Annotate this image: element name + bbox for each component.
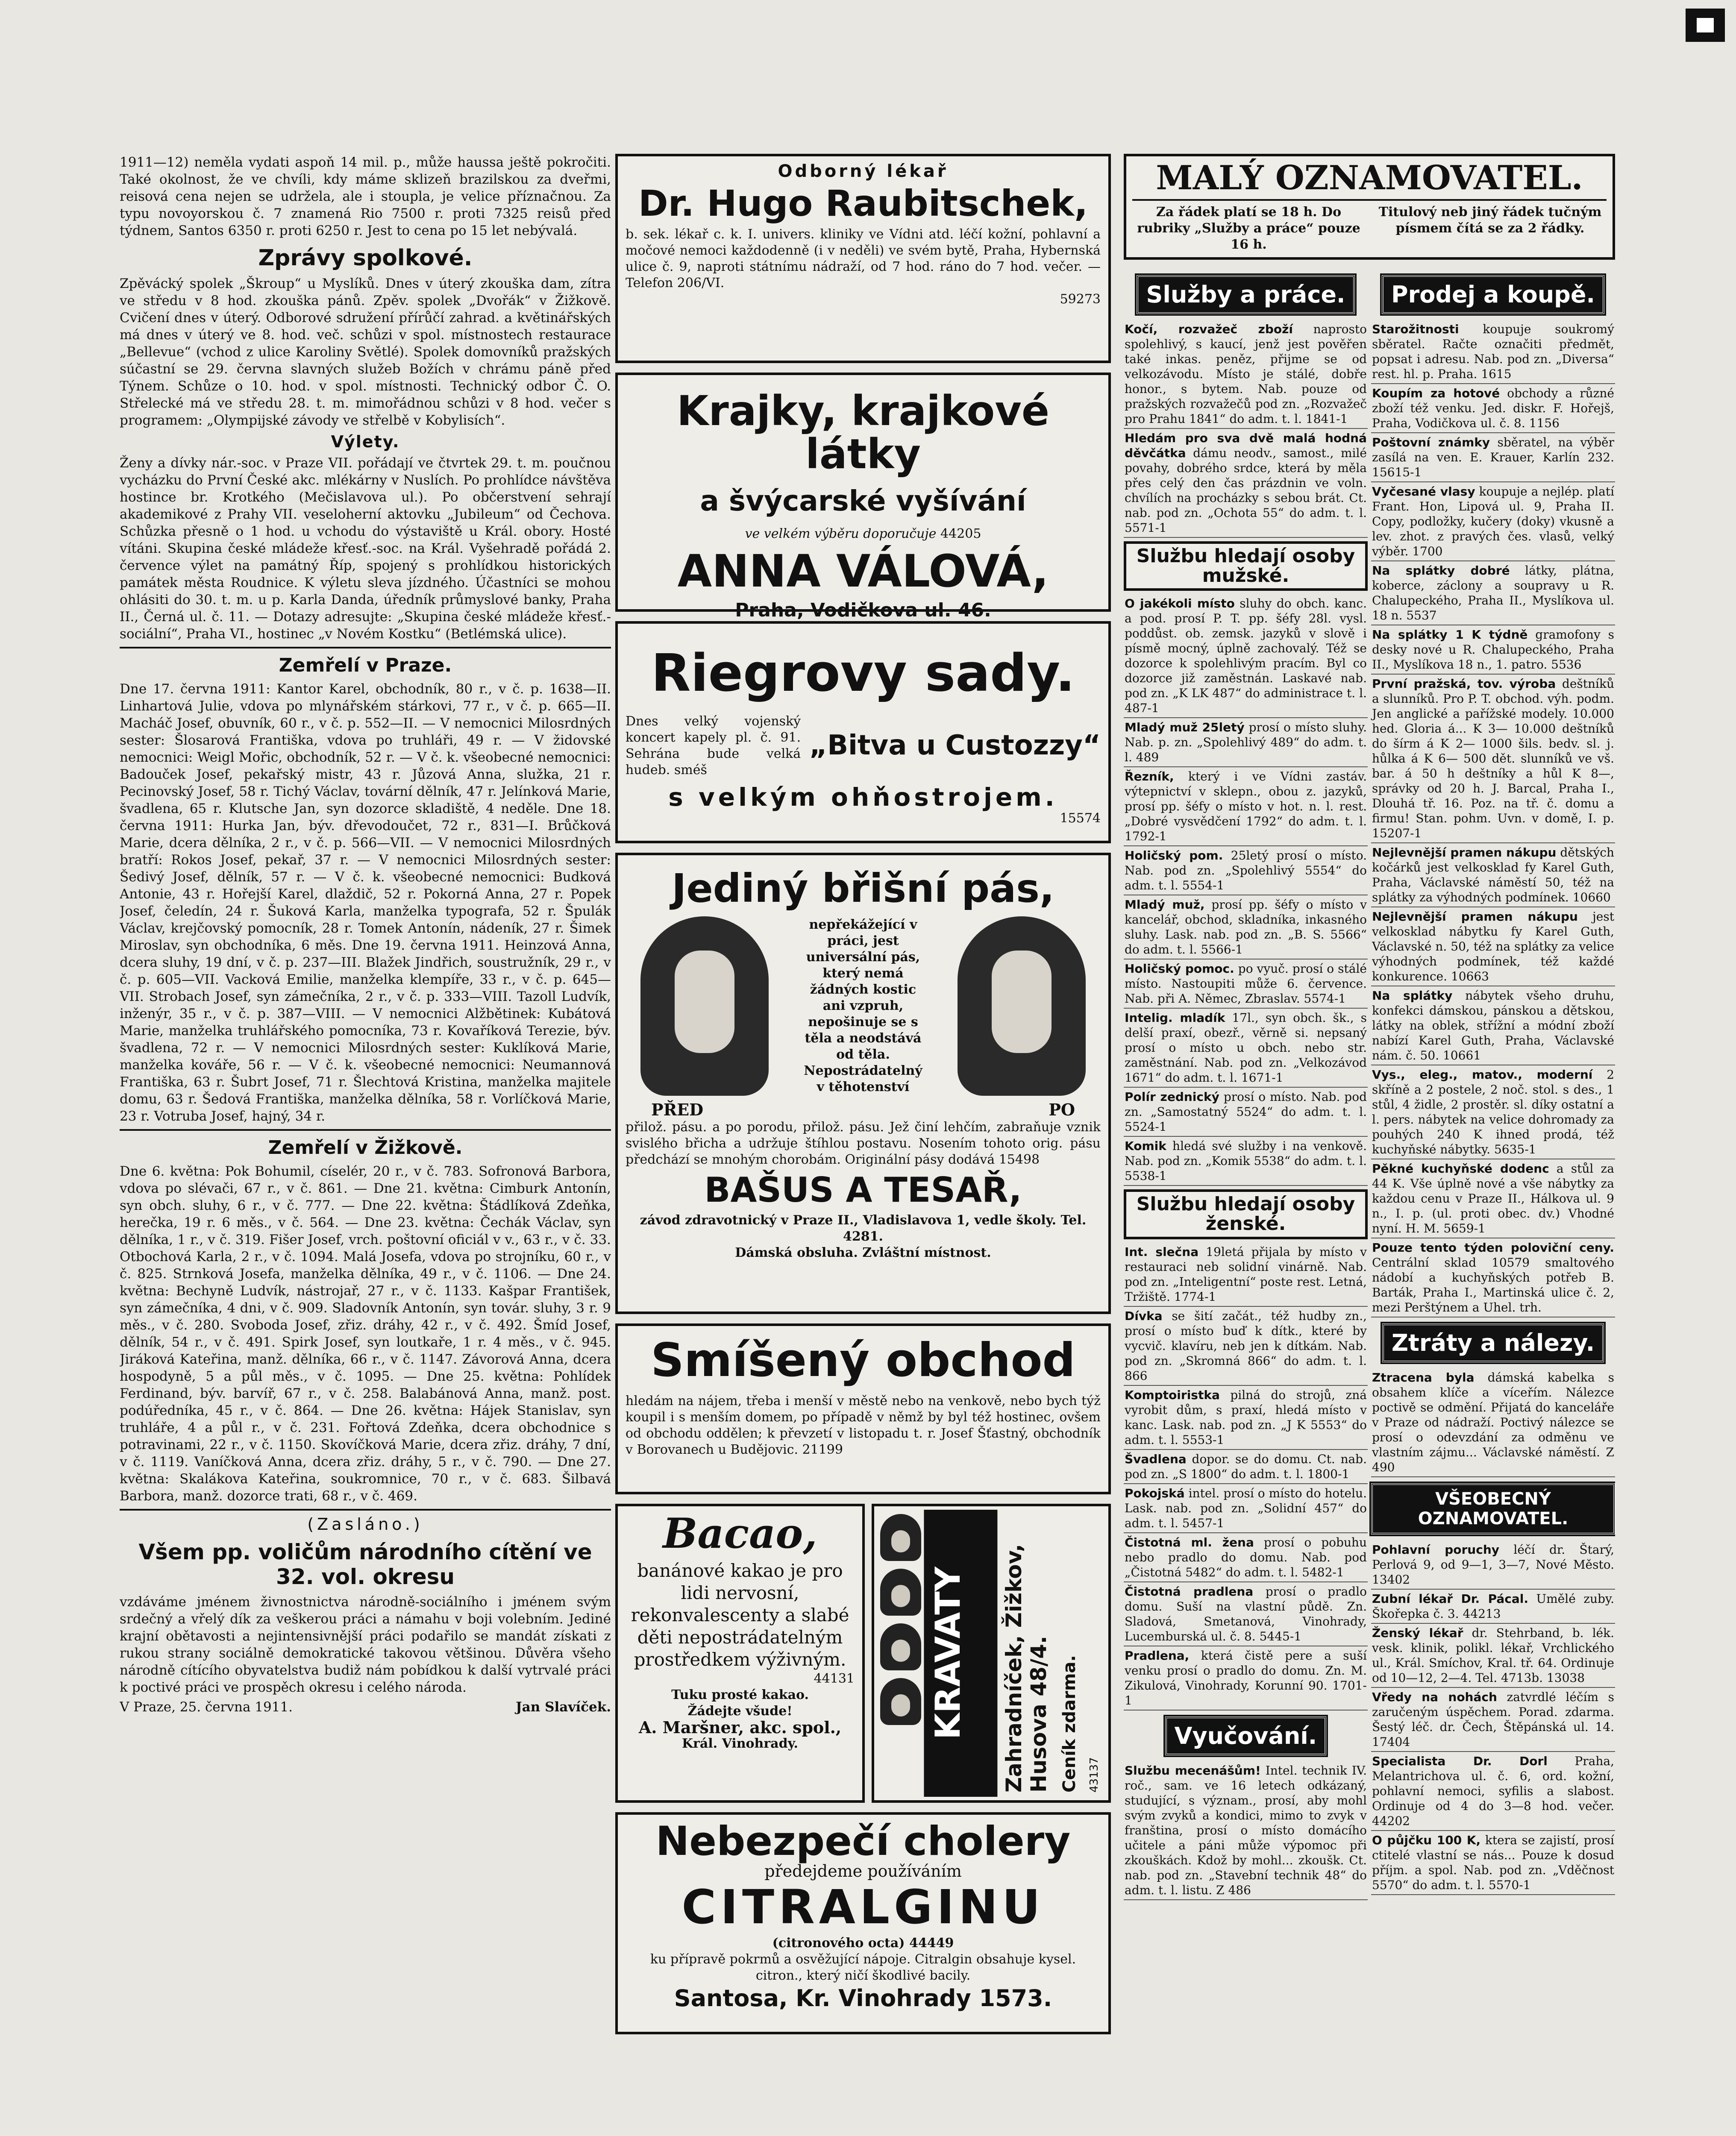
classified-headline: Pěkné kuchyňské dodenc <box>1372 1161 1549 1176</box>
ad-citralgin <box>615 1812 1111 2034</box>
list-sluzby-muzi <box>1124 594 1368 1186</box>
classified-ad <box>1124 1533 1368 1582</box>
classified-text: ktera se zajistí, prosí ctitelé vlastní se nás... Pouze k dosud příjm. a spol. Nab. pod zn. „Vděčnost 5570“ do adm. t. l. 5570-1 <box>1372 1833 1615 1892</box>
ad-pas-after-label: PO <box>1049 1100 1075 1119</box>
rate-info-2: Titulový neb jiný řádek tučným písmem čítá se za 2 řádky. <box>1378 204 1602 236</box>
maly-oznamovatel-header <box>1124 154 1615 260</box>
list-ztraty <box>1371 1368 1615 1477</box>
ad-smiseny-title: Smíšený obchod <box>651 1334 1075 1387</box>
classified-ad <box>1371 625 1615 675</box>
classified-ad <box>1371 1065 1615 1159</box>
list-sluzby-zeny <box>1124 1243 1368 1711</box>
ad-kravaty <box>872 1504 1111 1803</box>
ad-pas-firm: BAŠUS A TESAŘ, <box>704 1170 1022 1210</box>
classified-ad <box>1371 1688 1615 1752</box>
corner-registration-mark <box>1686 9 1725 42</box>
ad-bacao-maker: A. Maršner, akc. spol., <box>638 1717 842 1737</box>
classified-ad <box>1124 1484 1368 1533</box>
ad-riegrovy-text: Dnes velký vojenský koncert kapely pl. č. 91. Sehrána bude velká hudeb. sméš <box>626 714 801 778</box>
spolky-text: Zpěvácký spolek „Škroup“ u Myslíků. Dnes v úterý zkouška dam, zítra ve středu v 8 hod. zkouška pánů. Zpěv. spolek „Dvořák“ v Žižkově. Cvičení dnes v úterý. Odborové sdružení přírůčí zahrad. a květinářských má dnes v úterý ve 8. hod. več. schůzi v spol. místnostech restaurace „Bellevue“ (vchod z ulice Karoliny Světlé). Spolek domovníků pražských súčastní se 29. června slavných služeb Božích v chrámu páně před Týnem. Schůze o 10. hod. v spol. místnosti. Technický odbor Č. O. Střelecké má ve středu 28. t. m. mimořádnou schůzi v 8 hod. večer s programem: „Olympijské závody ve střelbě v Kobylisích“. <box>120 276 611 428</box>
classified-text: léčí dr. Štarý, Perlová 9, od 9—1, 3—7, Nové Město. 13402 <box>1372 1542 1614 1587</box>
ad-valova-number: 44205 <box>940 526 981 541</box>
zemreli-praha-text: Dne 17. června 1911: Kantor Karel, obchodník, 80 r., v č. p. 1638—II. Linhartová Julie, vdova po mlynářském stárkovi, 77 r., v č. p. 665—II. Macháč Josef, obuvník, 60 r., v č. p. 552—II. — V nemocnici Milosrdných sester: Šlosarová Františka, vdova po truhláři, 49 r. — V židovské nemocnici: Weigl Mořic, obchodník, 52 r. — V č. k. všeobecné nemocnici: Badouček Josef, pekařský mistr, 43 r. Jůzová Anna, služka, 21 r. Pecinovský Josef, 58 r. Tichý Václav, tovární dělník, 47 r. Jelínková Marie, švadlena, 65 r. Klutsche Jan, syn dozorce skladiště, 4 neděle. Dne 18. června 1911: Hurka Jan, býv. dřevodoučet, 72 r., 831—I. Brůčková Marie, dcera dělníka, 2 r., v č. p. 566—VII. — V nemocnici Milosrdných bratří: Rokos Josef, pekař, 37 r. — V nemocnici Milosrdných sester: Šedivý Josef, dělník, 57 r. — V č. k. všeobecné nemocnici: Budková Antonie, 43 r. Hořejší Karel, dlaždič, 52 r. Pokorná Anna, 27 r. Popek Josef, čeledín, 24 r. Šuková Karla, manželka typografa, 52 r. Špulák Václav, krejčovský pomocník, 28 r. Tomek Antonín, nádeník, 27 r. Šimek Miroslav, syn obchodníka, 6 měs. Dne 19. června 1911. Heinzová Anna, dcera sluhy, 19 dní, v č. p. 237—III. Blažek Jindřich, soustružník, 29 r., v č. p. 605—VII. Vacková Emilie, manželka klempíře, 33 r., v č. p. 645—VII. Strobach Josef, syn zámečníka, 2 r., v č. p. 333—VIII. Tazoll Ludvík, inženýr, 35 r., v č. p. 387—VIII. — V nemocnici Alžbětinek: Kubátová Marie, manželka truhlářského pomocníka, 73 r. Kovaříková Terezie, býv. švadlena, 72 r. — V nemocnici Milosrdných sester: Kuklíková Marie, manželka kováře, 56 r. — V č. k. všeobecné nemocnici: Neumannová Františka, 63 r. Šubrt Josef, 71 r. Šlechtová Kristina, manželka majitele domu, 63 r. Šedová Františka, manželka dělníka, 58 r. Vorlíčková Marie, 23 r. Votruba Josef, hajný, 34 r. <box>120 681 611 1124</box>
list-sluzby <box>1124 320 1368 538</box>
ad-raubitschek <box>615 154 1111 363</box>
category-vseob-label: VŠEOBECNÝ OZNAMOVATEL. <box>1371 1483 1615 1535</box>
hat-illustrations <box>878 1510 924 1797</box>
ad-bacao-text: banánové kakao je pro lidi nervosní, rekonvalescenty a slabé děti nepostrádatelným prostředkem výživným. <box>631 1560 849 1670</box>
zaslano-label: (Zasláno.) <box>307 1515 423 1534</box>
classified-headline: Ztracena byla <box>1372 1370 1475 1385</box>
classified-ad <box>1124 846 1368 895</box>
ad-raubitschek-name: Dr. Hugo Raubitschek, <box>638 182 1088 224</box>
classified-ad <box>1371 675 1615 843</box>
classified-text: koupuje soukromý sběratel. Račte označiti předmět, popsat i adresu. Nab. pod zn. „Diversa“ rest. hl. p. Praha. 1615 <box>1372 322 1614 381</box>
classified-headline: Int. slečna <box>1125 1244 1199 1259</box>
zaslano-signature-line <box>120 1699 611 1716</box>
classifieds-left-sub <box>1124 269 1368 1900</box>
belt-before-figure <box>640 916 769 1096</box>
category-vyucovani <box>1124 1716 1368 1755</box>
tie-figure-icon <box>880 1514 921 1561</box>
ad-citralgin-brand: CITRALGINU <box>681 1879 1045 1934</box>
ad-pas-illustration <box>626 916 1101 1096</box>
classified-headline: Hledám pro sva dvě malá hodná děvčátka <box>1125 431 1367 460</box>
ad-pas-number: 15498 <box>999 1152 1040 1167</box>
ad-valova-address: Praha, Vodičkova ul. 46. <box>735 599 991 622</box>
classified-text: sběratel, na výběr zasílá na ven. E. Krauer, Karlín 232. 15615-1 <box>1372 435 1614 479</box>
divider <box>120 1129 611 1131</box>
classified-headline: Vředy na nohách <box>1372 1690 1497 1704</box>
classified-headline: Mladý muž, <box>1125 898 1205 912</box>
ad-kravaty-title: KRAVATY <box>924 1510 997 1797</box>
classified-text: intel. prosí o místo do hotelu. Lask. nab. pod zn. „Solidní 457“ do adm. t. l. 5457-1 <box>1125 1486 1367 1530</box>
classified-text: jest velkosklad nábytku fy Karel Guth, Václavské n. 50, též na splátky za velice výhodných podmínek, též každé konkurence. 10663 <box>1372 909 1614 983</box>
ad-smiseny-text <box>626 1393 1101 1458</box>
classified-ad <box>1371 320 1615 384</box>
ad-valova-line <box>626 526 1101 542</box>
classified-headline: Řezník, <box>1125 769 1174 784</box>
classified-text: prosí o pradlo domu. Suší na vlastní půdě. Zn. Sladová, Smetanová, Vinohrady, Lucemburská ul. č. 8. 5445-1 <box>1125 1584 1367 1643</box>
maly-oznamovatel-title: MALÝ OZNAMOVATEL. <box>1132 161 1607 201</box>
classified-headline: První pražská, tov. výroba <box>1372 676 1556 691</box>
ad-riegrovy-title: Riegrovy sady. <box>651 644 1075 703</box>
ad-riegrovy-battle: „Bitva u Custozzy“ <box>809 730 1101 762</box>
ad-riegrovy-number: 15574 <box>1060 810 1101 826</box>
ad-bacao-place: Král. Vinohrady. <box>681 1736 799 1751</box>
classified-text: Intel. technik IV. roč., sam. ve 16 letech odkázaný, studující, s význam., prosí, aby mohl svým zvyků a kondici, mimo to zvyk v franština, prosí o místo domácího učitele a páni může výpomoc při zkouškách. Kdož by mohl... zkoušk. Ct. nab. pod zn. „Stavební technik 48“ do adm. t. l. listu. Z 486 <box>1125 1763 1367 1897</box>
vylety-text: Ženy a dívky nár.-soc. v Praze VII. pořádají ve čtvrtek 29. t. m. poučnou vycházku do První České akc. mlékárny v Nuslích. Po prohlídce návštěva hostince br. Krotkého (Mečislavova ul.). Po občerstvení sehrají akademikové z Prahy VII. veseloherní aktovku „Jubileum“ od Čechova. Schůzka přesně o 1 hod. u vchodu do výstaviště u Král. obory. Hosté vítáni. Skupina české mládeže křesť.-soc. na Král. Vyšehradě pořádá 2. července výlet na památný Říp, spojený s prohlídkou historických památek města Roudnice. K výletu sleva jízdného. Účastníci se mohou ohlásiti do 30. t. m. u p. Karla Danda, úředník průmyslové banky, Praha II., Černá ul. č. 11. — Dotazy adresujte: „Skupina české mládeže křesť.-sociální“, Praha VI., hostinec „v Novém Kostku“ (Betlémská ulice). <box>120 455 611 642</box>
list-prodej <box>1371 320 1615 1317</box>
ad-riegrovy-fireworks: s velkým ohňostrojem. <box>668 783 1058 812</box>
maly-oznamovatel-rates <box>1132 204 1607 253</box>
classified-text: gramofony s desky nové u R. Chalupeckého, Praha II., Myslíkova 18 n., 1. patro. 5536 <box>1372 627 1614 672</box>
ad-bacao-title: Bacao, <box>663 1509 817 1558</box>
zaslano-title: Všem pp. voličům národního cítění ve 32. vol. okresu <box>138 1540 592 1589</box>
ad-citralgin-text: ku přípravě pokrmů a osvěžující nápoje. Citralgin obsahuje kysel. citron., který ničí škodlivé bacily. <box>650 1952 1076 1983</box>
classified-ad <box>1124 594 1368 718</box>
ad-bacao-number: 44131 <box>814 1671 855 1686</box>
classified-text: naprosto spolehlivý, s kaucí, jenž jest pověřen také inkas. peněz, přijme se od velkozávodu. Místo je stálé, dobře honor., s bytem. Nab. pouze od pražských rozvažečů pod zn. „Rozvažeč pro Prahu 1841“ do adm. t. l. 1841-1 <box>1125 322 1367 426</box>
section-title-zemreli-zizkov: Zemřelí v Žižkově. <box>268 1137 463 1159</box>
classified-text: hledá své služby i na venkově. Nab. pod zn. „Komik 5538“ do adm. t. l. 5538-1 <box>1125 1139 1367 1183</box>
classified-ad <box>1124 959 1368 1009</box>
classified-ad <box>1371 384 1615 433</box>
ad-valova-subtitle: a švýcarské vyšívání <box>700 484 1026 517</box>
classified-ad <box>1124 1582 1368 1646</box>
ad-valova-name: ANNA VÁLOVÁ, <box>677 545 1049 597</box>
tie-figure-icon <box>880 1623 921 1670</box>
classified-text: 19letá přijala by místo v restauraci neb solidní vinárně. Nab. pod zn. „Inteligentní“ poste rest. Letná, Tržiště. 1774-1 <box>1125 1244 1367 1304</box>
ad-row-bacao-kravaty <box>615 1504 1111 1803</box>
classified-text: Praha, Melantrichova ul. č. 6, ord. kožní, pohlavní nemoci, syfilis a slabost. Ordinuje od 4 do 3—8 hod. večer. 44202 <box>1372 1754 1614 1828</box>
classified-text: dámu neodv., samost., milé povahy, dobrého srdce, která by měla přes celý den čas prázdnin ve voln. chvílích na procházky s sebou brát. Ct. nab. pod zn. „Ochota 55“ do adm. t. l. 5571-1 <box>1125 446 1367 535</box>
subhead-sluzby-muzi-label: Službu hledají osoby mužské. <box>1136 545 1355 587</box>
classified-headline: Starožitnosti <box>1372 322 1459 336</box>
ad-pas-address2: Dámská obsluha. Zvláštní místnost. <box>735 1245 991 1260</box>
classified-headline: Čistotná pradlena <box>1125 1584 1254 1599</box>
ad-raubitschek-number: 59273 <box>1060 292 1101 307</box>
classified-text: dopor. se do domu. Ct. nab. pod zn. „S 1800“ do adm. t. l. 1800-1 <box>1125 1452 1367 1481</box>
classified-headline: Poštovní známky <box>1372 435 1490 449</box>
ad-citralgin-number: 44449 <box>909 1936 954 1951</box>
section-title-zemreli-praha: Zemřelí v Praze. <box>279 654 452 676</box>
classified-ad <box>1124 429 1368 538</box>
ad-kravaty-number: 43137 <box>1088 1757 1101 1793</box>
classified-headline: Vys., eleg., matov., moderní <box>1372 1067 1593 1082</box>
classified-ad <box>1124 1307 1368 1386</box>
classified-headline: Polír zednický <box>1125 1090 1219 1104</box>
ad-pas-title: Jediný břišní pás, <box>672 866 1055 911</box>
middle-column <box>615 154 1111 2136</box>
subhead-sluzby-zeny <box>1124 1189 1368 1239</box>
classified-text: nábytek všeho druhu, konfekci dámskou, pánskou a dětskou, látky na oblek, střížní a módní zboží nabízí Karel Guth, Praha, Václavské nám. č. 50. 10661 <box>1372 988 1614 1062</box>
ad-kravaty-address: Zahradníček, Žižkov, Husova 48/4. <box>1002 1544 1051 1793</box>
classified-ad <box>1124 1009 1368 1088</box>
classified-text: dětských kočárků jest velkosklad fy Karel Guth, Praha, Václavské náměstí 50, též na splátky za výhodných podmínek. 10660 <box>1372 845 1614 904</box>
classified-headline: Na splátky dobré <box>1372 563 1510 578</box>
classified-text: po vyuč. prosí o stálé místo. Nastoupiti může 6. července. Nab. při A. Němec, Zbraslav. 5574-1 <box>1125 962 1367 1006</box>
classified-text: látky, plátna, koberce, záclony a soupravy u R. Chalupeckého, Praha II., Myslíkova ul. 18 n. 5537 <box>1372 563 1615 622</box>
classified-ad <box>1371 1590 1615 1624</box>
classified-headline: Švadlena <box>1125 1452 1187 1466</box>
classified-ad <box>1124 767 1368 846</box>
ad-bricni-pas <box>615 853 1111 1314</box>
classified-headline: Nejlevnější pramen nákupu <box>1372 909 1578 924</box>
classified-text: a stůl za 44 K. Vše úplně nové a vše nábytky za každou cenu v Praze II., Hálkova ul. 9 n., I. p. (ul. proti obec. dv.) Vhodné nyní. H. M. 5659-1 <box>1372 1161 1614 1235</box>
ad-riegrovy-sady <box>615 621 1111 843</box>
belt-after-figure <box>958 916 1086 1096</box>
ad-smiseny-body: hledám na nájem, třeba i menší v městě nebo na venkově, nebo bych týž koupil i s menším domem, po případě v němž by byl též hostinec, ovšem od obchodu oddělen; k převzetí v listopadu t. r. Josef Šťastný, obchodník v Borovanech u Budějovic. <box>626 1394 1101 1458</box>
classified-headline: Vyčesané vlasy <box>1372 484 1475 499</box>
classified-headline: Holičský pomoc. <box>1125 962 1234 976</box>
left-column <box>120 154 611 2136</box>
divider <box>120 1509 611 1511</box>
classified-ad <box>1371 843 1615 907</box>
subhead-sluzby-muzi <box>1124 541 1368 591</box>
zaslano-signature: Jan Slavíček. <box>516 1699 611 1715</box>
classified-ad <box>1371 1624 1615 1688</box>
classified-ad <box>1371 1752 1615 1831</box>
classified-headline: Zubní lékař Dr. Pácal. <box>1372 1591 1528 1606</box>
ad-pas-before-label: PŘED <box>651 1100 704 1119</box>
classified-ad <box>1371 433 1615 482</box>
classified-headline: O půjčku 100 K, <box>1372 1833 1481 1847</box>
classified-ad <box>1124 1761 1368 1900</box>
classified-text: prosí pp. šéfy o místo v kancelář, obchod, skladníka, inkasného sluhy. Lask. nab. pod zn. „B. S. 5566“ do adm. t. l. 5566-1 <box>1125 898 1367 957</box>
classified-text: který i ve Vídni zastáv. výtepnictví v sklepn., obou z. jazyků, prosí pp. šéfy o místo v hot. n. l. rest. „Dobré vysvědčení 1792“ do adm. t. l. 1792-1 <box>1125 769 1367 844</box>
classified-text: 25letý prosí o místo. Nab. pod zn. „Spolehlivý 5554“ do adm. t. l. 5554-1 <box>1125 848 1367 893</box>
ad-citralgin-maker: Santosa, Kr. Vinohrady 1573. <box>674 1985 1052 2012</box>
list-vseob <box>1371 1540 1615 1895</box>
classified-ad <box>1124 718 1368 767</box>
classified-ad <box>1371 986 1615 1065</box>
classified-headline: Komik <box>1125 1139 1166 1153</box>
ad-raubitschek-text: b. sek. lékař c. k. I. univers. kliniky ve Vídni atd. léčí kožní, pohlavní a močové nemoci každodenně (i v neděli) ve svém bytě, Praha, Hybernská ulice č. 9, naproti státnímu nádraží, od 7 hod. ráno do 7 hod. večer. — Telefon 206/VI. <box>626 227 1101 291</box>
classified-headline: Mladý muž 25letý <box>1125 720 1245 735</box>
classified-text: 2 skříně a 2 postele, 2 noč. stol. s des., 1 stůl, 4 židle, 2 prostěr. sl. díky ostatní a l. pers. nábytek na velice dohromady za pouhých 240 K ihned prodá, též kuchyňské nábytky. 5635-1 <box>1372 1067 1615 1156</box>
zemreli-zizkov-text: Dne 6. května: Pok Bohumil, císelér, 20 r., v č. 783. Sofronová Barbora, vdova po slévači, 67 r., v č. 861. — Dne 21. května: Cimburk Antonín, syn obch. sluhy, 6 r., v č. 777. — Dne 22. května: Štádlíková Zdeňka, herečka, 19 r. 6 měs., v č. 564. — Dne 23. května: Čechák Václav, syn dělníka, 1 r., v č. 319. Fišer Josef, vrch. poštovní oficiál v v., 63 r., v č. 33. Otbochová Karla, 2 r., v č. 1094. Malá Josefa, vdova po strojníku, 60 r., v č. 825. Strnková Josefa, manželka dělníka, 49 r., v č. 1106. — Dne 24. května: Bechyně Ludvík, nástrojař, 27 r., v č. 1133. Kašpar František, syn zámečníka, 4 dni, v č. 909. Sladovník Antonín, syn továr. sluhy, 3 r. 9 měs., v č. 280. Svoboda Josef, zřiz. dráhy, 42 r., v č. 492. Šmíd Josef, dělník, 54 r., v č. 491. Spirk Josef, syn loutkaře, 1 r. 4 měs., v č. 945. Jiráková Kateřina, manž. dělníka, 66 r., v č. 1147. Závorová Anna, dcera hospodyně, 5 a půl měs., v č. 1095. — Dne 25. května: Pohlídek Ferdinand, býv. barvíř, 67 r., v č. 258. Balabánová Anna, manž. post. podúředníka, 45 r., v č. 864. — Dne 26. května: Hájek Stanislav, syn truhláře, 4 a půl r., v č. 231. Fořtová Zdeňka, dcera obchodnice s potravinami, 22 r., v č. 1150. Skovíčková Marie, dcera zřiz. dráhy, 7 dní, v č. 1119. Vaníčková Anna, dcera zřiz. dráhy, 5 r., v č. 790. — Dne 27. května: Skalákova Kateřina, soukromnice, 70 r., v č. 683. Šilbavá Barbora, manž. dozorce trati, 68 r., v č. 469. <box>120 1164 611 1504</box>
classified-ad <box>1371 1368 1615 1477</box>
classified-ad <box>1371 561 1615 625</box>
classified-headline: Intelig. mladík <box>1125 1011 1225 1025</box>
zaslano-text: vzdáváme jménem živnostnictva národně-sociálního i jménem svým srdečný a vřelý dík za veškerou práci a námahu v boji volebním. Jediné krajní obětavosti a nejintensivnější práci podařilo se mandát získati z rukou strany sociálně demokratické takovou většinou. Důvěra všeho národně cítícího obyvatelstva budiž nám pobídkou k další vytrvalé práci k poctivé práci ve prospěch okresu i celého národa. <box>120 1594 611 1695</box>
classified-headline: Čistotná ml. žena <box>1125 1535 1254 1549</box>
classified-headline: Pradlena, <box>1125 1648 1190 1663</box>
tie-figure-icon <box>880 1569 921 1616</box>
classified-headline: Specialista Dr. Dorl <box>1372 1754 1548 1768</box>
category-vyucovani-label: Vyučování. <box>1165 1716 1327 1755</box>
classifieds-right-sub <box>1371 269 1615 1900</box>
classified-text: Centrální sklad 10579 smaltového nádobí a kuchyňských potřeb B. Barták, Praha I., Martinská ulice č. 2, mezi Perštýnem a Uhel. trh. <box>1372 1255 1614 1314</box>
subhead-sluzby-zeny-label: Službu hledají osoby ženské. <box>1136 1193 1355 1235</box>
classified-ad <box>1124 320 1368 429</box>
zaslano-date: V Praze, 25. června 1911. <box>120 1699 293 1715</box>
classified-text: Umělé zuby. Škořepka č. 3. 44213 <box>1372 1591 1615 1621</box>
ad-valova-recommend: ve velkém výběru doporučuje <box>745 526 937 541</box>
tie-figure-icon <box>880 1678 921 1725</box>
ad-pas-labels <box>626 1100 1101 1119</box>
classified-headline: Nejlevnější pramen nákupu <box>1372 845 1557 860</box>
classified-headline: Ženský lékař <box>1372 1625 1463 1640</box>
classified-headline: Dívka <box>1125 1309 1163 1323</box>
ad-citralgin-vinegar: (citronového octa) <box>772 1936 905 1951</box>
classified-headline: Službu mecenášům! <box>1125 1763 1261 1778</box>
classified-ad <box>1124 1137 1368 1186</box>
classified-text: se šití začát., též hudby zn., prosí o místo buď k dítk., které by vycvič. klavíru, neb jen k dítkám. Nab. pod zn. „Skromná 866“ do adm. t. l. 866 <box>1125 1309 1367 1383</box>
classified-text: dámská kabelka s obsahem klíče a víceřím. Nálezce poctivě se odmění. Přijatá do kanceláře v Praze od nádraží. Poctivý nálezce se prosí o odevzdání za odměnu ve vlastním zájmu... Václavské náměstí. Z 490 <box>1372 1370 1615 1474</box>
classified-text: deštníků a slunníků. Pro P. T. obchod. výh. podm. Jen anglické a pařížské modely. 10.000 hed. Gloria á... K 3— 10.000 deštníků do šírm á K 2— 1000 šils. bedv. sl. j. hůlka á K 6— 500 dět. slunníků ve vš. bar. á 50 h deštníky a hůl K 8—, správky od 20 h. J. Barcal, Praha I., Dlouhá tř. 16. Poz. na tř. č. domu a firmu! Stan. pohm. Uvn. v domě, I. p. 15207-1 <box>1372 676 1614 840</box>
ad-citralgin-title: Nebezpečí cholery <box>655 1818 1071 1865</box>
classified-headline: Pohlavní poruchy <box>1372 1542 1500 1557</box>
ad-smiseny-number: 21199 <box>802 1442 843 1458</box>
ad-citralgin-paren <box>626 1935 1101 1951</box>
classified-text: zatvrdlé léčím s zaručeným úspěchem. Porad. zdarma. Šestý léč. dr. Čech, Štěpánská ul. 14. 17404 <box>1372 1690 1615 1749</box>
category-sluzby <box>1124 275 1368 314</box>
intro-paragraph: 1911—12) neměla vydati aspoň 14 mil. p., může haussa ještě pokročiti. Také okolnost, že ve chvíli, kdy máme sklizeň brazilskou za dveřmi, reisová cena nejen se udržela, ale i stoupla, je velice příznačnou. Za typu novoyorskou č. 7 znamená Rio 7500 r. proti 7325 reisů před týdnem, Santos 6350 r. proti 6250 r. Jest to cena po 15 let nebývalá. <box>120 155 611 238</box>
rate-info-1: Za řádek platí se 18 h. Do rubriky „Služby a práce“ pouze 16 h. <box>1137 204 1360 252</box>
classified-ad <box>1124 1646 1368 1711</box>
ad-kravaty-catalog: Ceník zdarma. <box>1060 1655 1079 1793</box>
classified-headline: Koupím za hotové <box>1372 386 1500 400</box>
classified-ad <box>1371 1238 1615 1317</box>
classified-text: prosí o pobuhu nebo pradlo do domu. Nab. pod „Čistotná 5482“ do adm. t. l. 5482-1 <box>1125 1535 1367 1579</box>
ad-smiseny-obchod <box>615 1323 1111 1494</box>
classified-text: 17l., syn obch. šk., s delší praxí, obezř., věrně si. nepsaný prosí o místo u obch. nebo str. zaměstnání. Nab. pod zn. „Velkozávod 1671“ do adm. t. l. 1671-1 <box>1125 1011 1367 1085</box>
classified-ad <box>1124 1088 1368 1137</box>
classified-headline: Kočí, rozvažeč zboží <box>1125 322 1293 336</box>
ad-bacao <box>615 1504 865 1803</box>
classified-text: pilná do strojů, zná vyrobit dům, s praxí, hledá místo v kanc. Lask. nab. pod zn. „J K 5553“ do adm. t. l. 5553-1 <box>1125 1388 1367 1447</box>
classified-text: koupuje a nejlép. platí Frant. Hon, Lipová ul. 9, Praha II. Copy, podložky, kučery (doky) vkusně a lev. zhot. z pravých čes. vlasů, velký výběr. 1700 <box>1372 484 1615 558</box>
classified-headline: Pokojská <box>1125 1486 1185 1500</box>
classified-headline: Na splátky <box>1372 988 1453 1003</box>
section-title-spolky: Zprávy spolkové. <box>258 245 473 271</box>
section-title-vylety: Výlety. <box>331 432 400 451</box>
classified-ad <box>1124 1450 1368 1484</box>
right-column <box>1124 154 1615 2136</box>
classified-headline: Na splátky 1 K týdně <box>1372 627 1528 642</box>
category-vseob <box>1371 1483 1615 1535</box>
classified-ad <box>1124 1386 1368 1450</box>
category-sluzby-label: Služby a práce. <box>1137 275 1354 314</box>
classified-ad <box>1371 482 1615 561</box>
classified-text: která čistě pere a suší venku prosí o pradlo do domu. Zn. M. Zikulová, Vinohrady, Korunní 90. 1701-1 <box>1125 1648 1367 1708</box>
category-ztraty <box>1371 1323 1615 1362</box>
ad-bacao-zadejte: Žádejte všude! <box>687 1703 793 1719</box>
classified-text: obchody a různé zboží též venku. Jed. diskr. F. Hořejš, Praha, Vodičkova ul. č. 8. 1156 <box>1372 386 1614 430</box>
classified-text: dr. Stehrband, b. lék. vesk. klinik, polikl. lékař, Vrchlického ul., Král. Smíchov, Kral. tř. 64. Ordinuje od 10—12, 2—4. Tel. 4713b. 13038 <box>1372 1625 1614 1685</box>
classified-ad <box>1371 1831 1615 1895</box>
classified-text: prosí o místo sluhy. Nab. p. zn. „Spolehlivý 489“ do adm. t. l. 489 <box>1125 720 1367 765</box>
classifieds-area <box>1124 269 1615 1900</box>
ad-riegrovy-row <box>626 713 1101 778</box>
classified-text: prosí o místo. Nab. pod zn. „Samostatný 5524“ do adm. t. l. 5524-1 <box>1125 1090 1367 1134</box>
list-vyucovani <box>1124 1761 1368 1900</box>
category-prodej <box>1371 275 1615 314</box>
ad-valova-title: Krajky, krajkové látky <box>676 387 1050 478</box>
classified-headline: Komptoiristka <box>1125 1388 1220 1402</box>
classified-text: sluhy do obch. kanc. a pod. prosí P. T. pp. šéfy 28l. vysl. poddůst. ob. zemsk. jazyků v slově i písmě mocný, úplně zachovalý. Též se dozorce k spolehlivým pracím. Byl co dozorce již zaměstnán. Laskavé nab. pod zn. „K LK 487“ do administrace t. l. 487-1 <box>1125 596 1367 716</box>
ad-citralgin-sub: předejdeme používáním <box>764 1861 962 1881</box>
ad-pas-address: závod zdravotnický v Praze II., Vladislavova 1, vedle školy. Tel. 4281. <box>640 1212 1087 1244</box>
classified-ad <box>1371 1540 1615 1590</box>
classified-ad <box>1371 1159 1615 1238</box>
classified-ad <box>1124 895 1368 959</box>
ad-valova <box>615 373 1111 622</box>
ad-bacao-tuku: Tuku prosté kakao. <box>671 1687 809 1702</box>
divider <box>120 647 611 648</box>
classified-headline: Holičský pom. <box>1125 848 1223 863</box>
ad-pas-body: přilož. pásu. a po porodu, přilož. pásu. Jež činí lehčím, zabraňuje vznik svislého břicha a udržuje štíhlou postavu. Nosením tohoto orig. pásu předchází se mnohým chorobám. Originální pásy dodává <box>626 1119 1101 1167</box>
ad-raubitschek-kicker: Odborný lékař <box>778 161 949 181</box>
classified-ad <box>1124 1243 1368 1307</box>
category-prodej-label: Prodej a koupě. <box>1382 275 1604 314</box>
classified-headline: Pouze tento týden poloviční ceny. <box>1372 1240 1614 1255</box>
classified-ad <box>1371 907 1615 986</box>
category-ztraty-label: Ztráty a nálezy. <box>1382 1323 1604 1362</box>
ad-pas-description: nepřekážející v práci, jest universální pás, který nemá žádných kostic ani vzpruh, nepošinuje se s těla a neodstává od těla. Nepostrádatelný v těhotenství <box>804 917 922 1094</box>
classified-headline: O jakékoli místo <box>1125 596 1235 611</box>
ad-pas-text <box>626 1119 1101 1168</box>
